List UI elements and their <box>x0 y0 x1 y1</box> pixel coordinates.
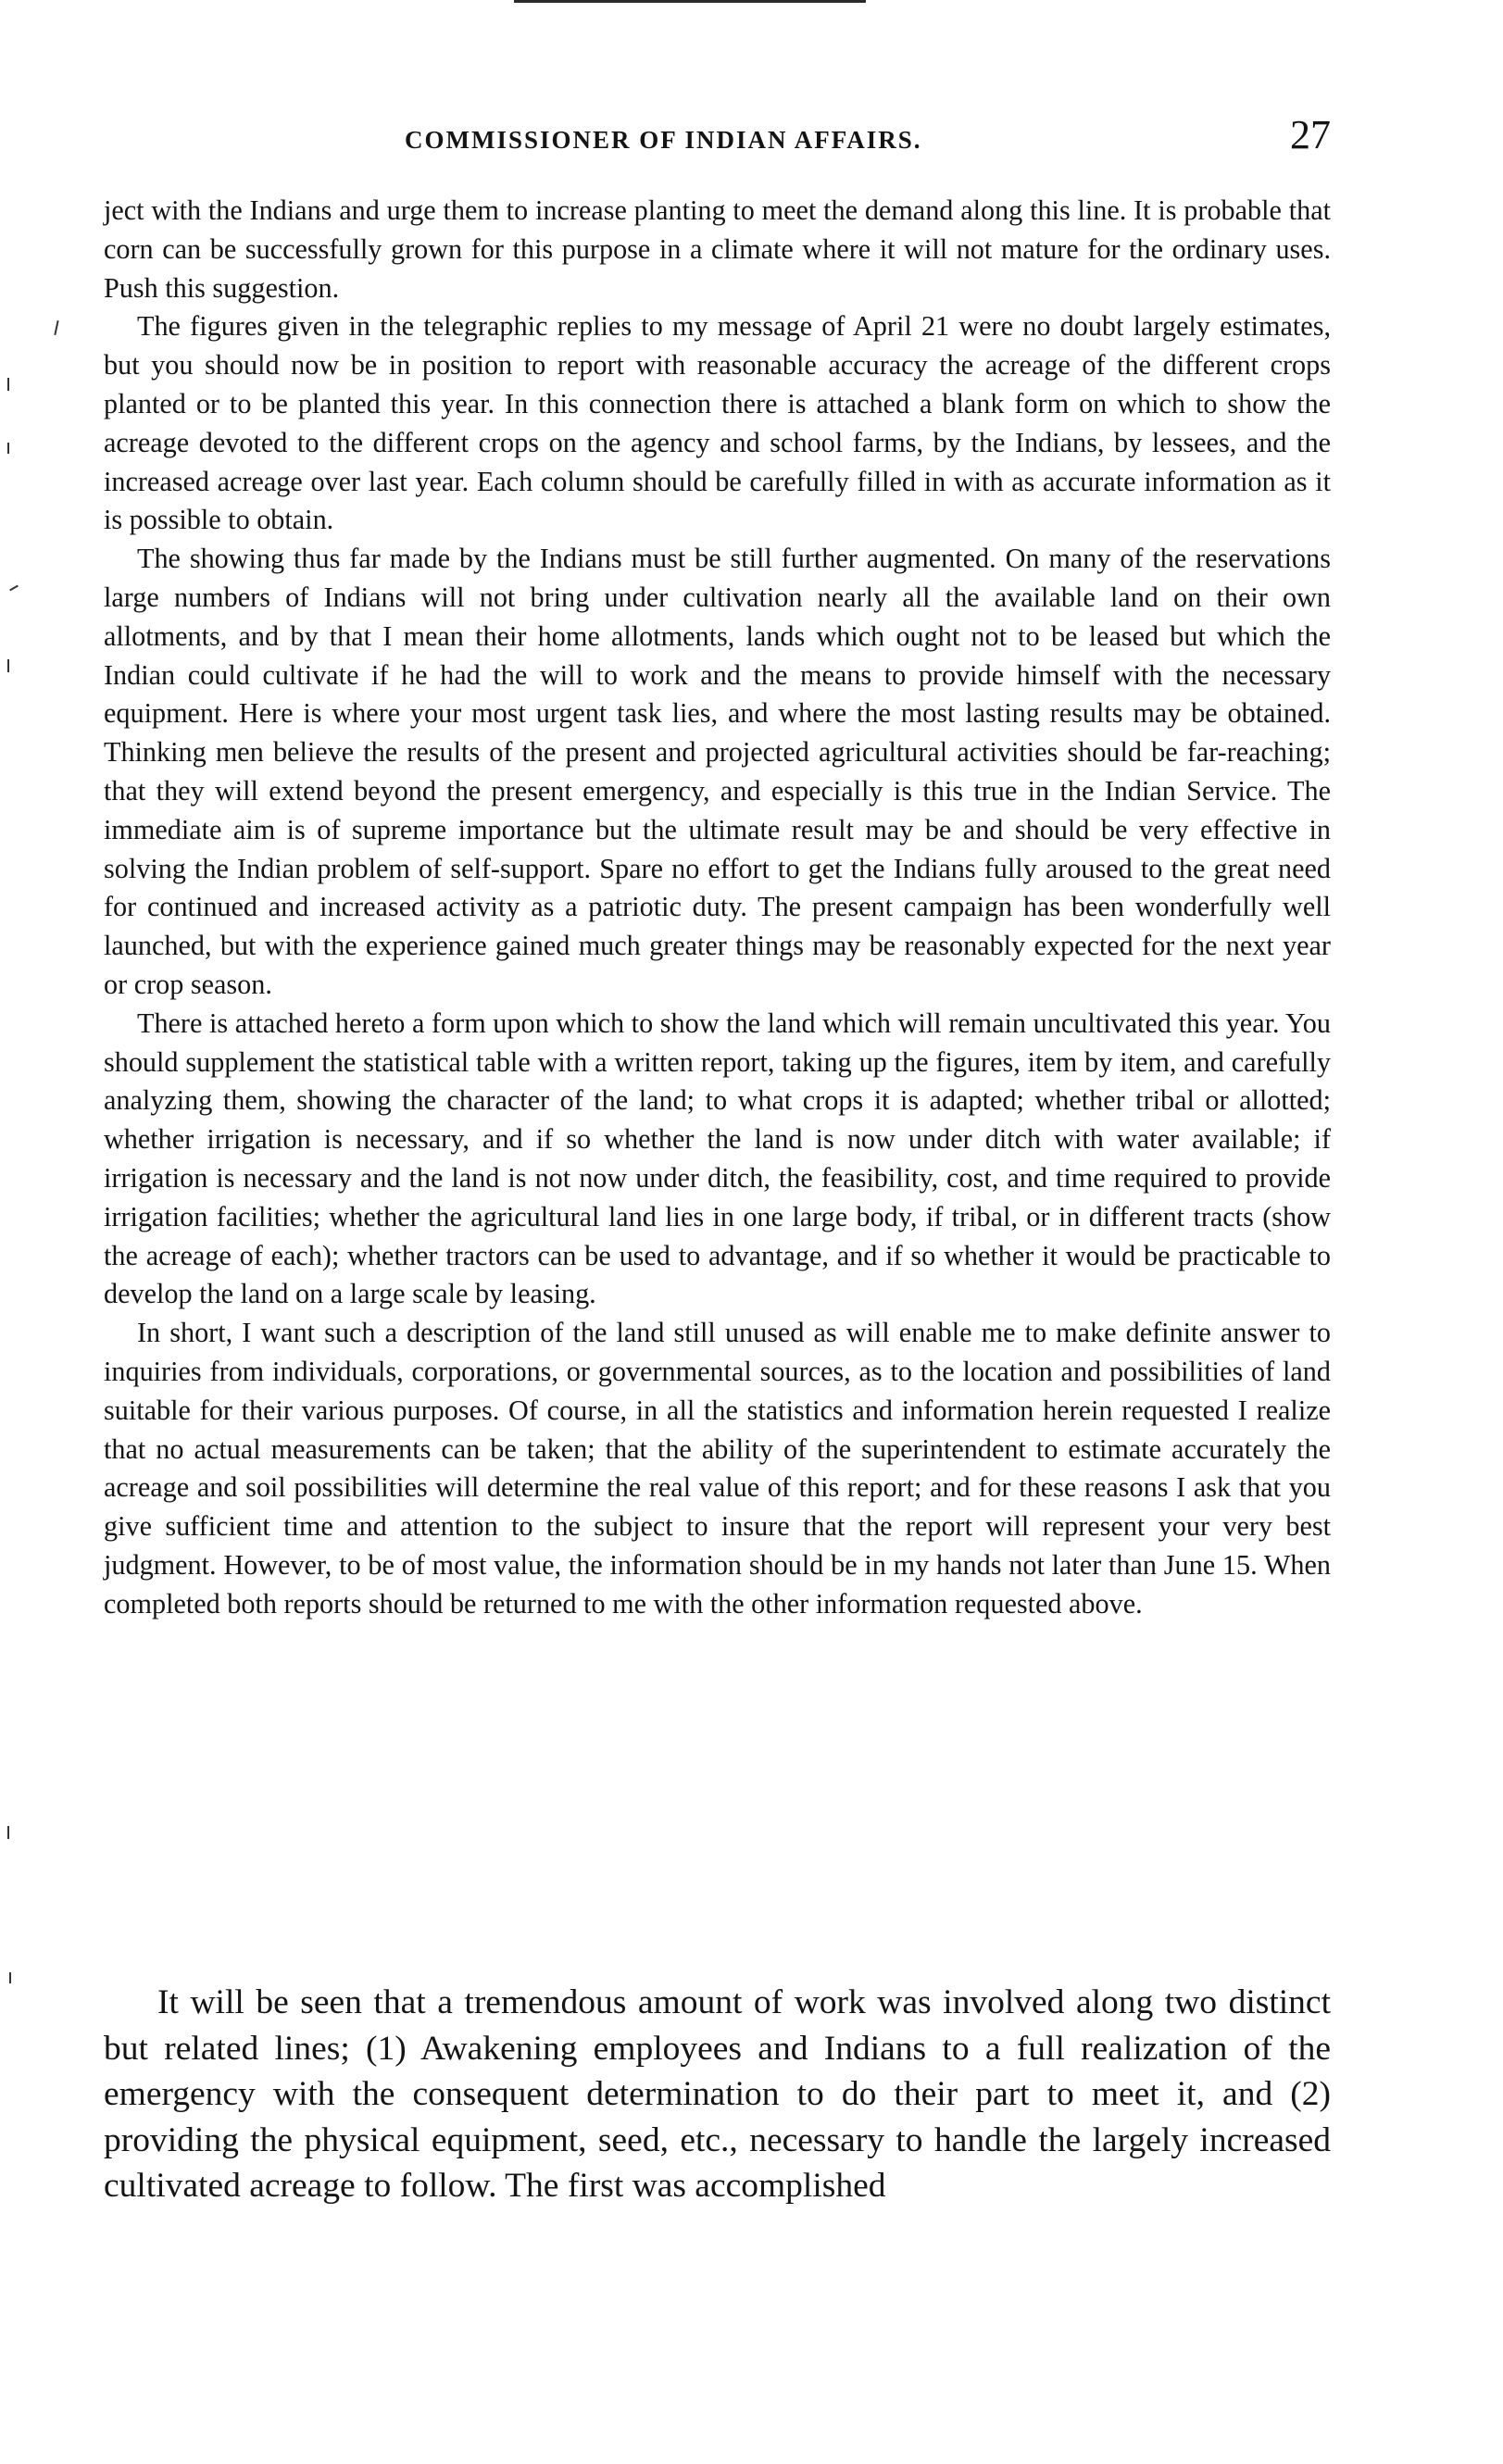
margin-mark <box>9 585 19 592</box>
margin-mark <box>54 320 58 335</box>
running-head: COMMISSIONER OF INDIAN AFFAIRS. <box>405 126 922 154</box>
margin-mark <box>7 443 9 454</box>
conclusion-paragraph: It will be seen that a tremendous amount of work was involved along two distinct but related lines; (1) Awakening employees and Indians to a full realization of the emergency with the consequent determination to do their part to meet it, and (2) providing the physical equipment, seed, etc., necessary to handle the largely increased cultivated acreage to follow. The first was accomplished <box>104 1983 1331 2206</box>
letter-paragraph: ject with the Indians and urge them to increase planting to meet the demand along this line. It is probable that corn can be successfully grown for this purpose in a climate where it will not mature for the ordinary uses. Push this suggestion. <box>104 194 1331 304</box>
margin-mark <box>9 1972 11 1983</box>
margin-mark <box>7 378 9 391</box>
page-number: 27 <box>1290 112 1331 157</box>
letter-paragraph: The showing thus far made by the Indians must be still further augmented. On many of the reservations large numbers of Indians will not bring under cultivation nearly all the available land on their own allotments, and by that I mean their home allotments, lands which ought not to be leased but which the Indian could cultivate if he had the will to work and the means to provide himself with the necessary equipment. Here is where your most urgent task lies, and where the most lasting results may be obtained. Thinking men believe the results of the present and projected agricultural activities should be far-reaching; that they will extend beyond the present emergency, and especially is this true in the Indian Service. The immediate aim is of supreme importance but the ultimate result may be and should be very effective in solving the Indian problem of self-support. Spare no effort to get the Indians fully aroused to the great need for continued and increased activity as a patriotic duty. The present campaign has been wonderfully well launched, but with the experience gained much greater things may be reasonably expected for the next year or crop season. <box>104 543 1331 1000</box>
margin-mark <box>7 659 9 672</box>
margin-mark <box>7 1826 9 1839</box>
page-header <box>104 111 1331 167</box>
letter-excerpt <box>104 192 1331 1623</box>
letter-paragraph: There is attached hereto a form upon which to show the land which will remain uncultivated this year. You should supplement the statistical table with a written report, taking up the figures, item by item, and carefully analyzing them, showing the character of the land; to what crops it is adapted; whether tribal or allotted; whether irrigation is necessary, and if so whether the land is now under ditch with water available; if irrigation is necessary and the land is not now under ditch, the feasibility, cost, and time required to provide irrigation facilities; whether the agricultural land lies in one large body, if tribal, or in different tracts (show the acreage of each); whether tractors can be used to advantage, and if so whether it would be practicable to develop the land on a large scale by leasing. <box>104 1007 1331 1310</box>
letter-paragraph: The figures given in the telegraphic replies to my message of April 21 were no doubt largely estimates, but you should now be in position to report with reasonable accuracy the acreage of the different crops planted or to be planted this year. In this connection there is attached a blank form on which to show the acreage devoted to the different crops on the agency and school farms, by the Indians, by lessees, and the increased acreage over last year. Each column should be carefully filled in with as accurate information as it is possible to obtain. <box>104 310 1331 536</box>
top-edge-rule <box>514 0 866 3</box>
letter-paragraph: In short, I want such a description of the land still unused as will enable me to make definite answer to inquiries from individuals, corporations, or governmental sources, as to the location and possibilities of land suitable for their various purposes. Of course, in all the statistics and information herein requested I realize that no actual measurements can be taken; that the ability of the superintendent to estimate accurately the acreage and soil possibilities will determine the real value of this report; and for these reasons I ask that you give sufficient time and attention to the subject to insure that the report will represent your very best judgment. However, to be of most value, the information should be in my hands not later than June 15. When completed both reports should be returned to me with the other information requested above. <box>104 1317 1331 1620</box>
